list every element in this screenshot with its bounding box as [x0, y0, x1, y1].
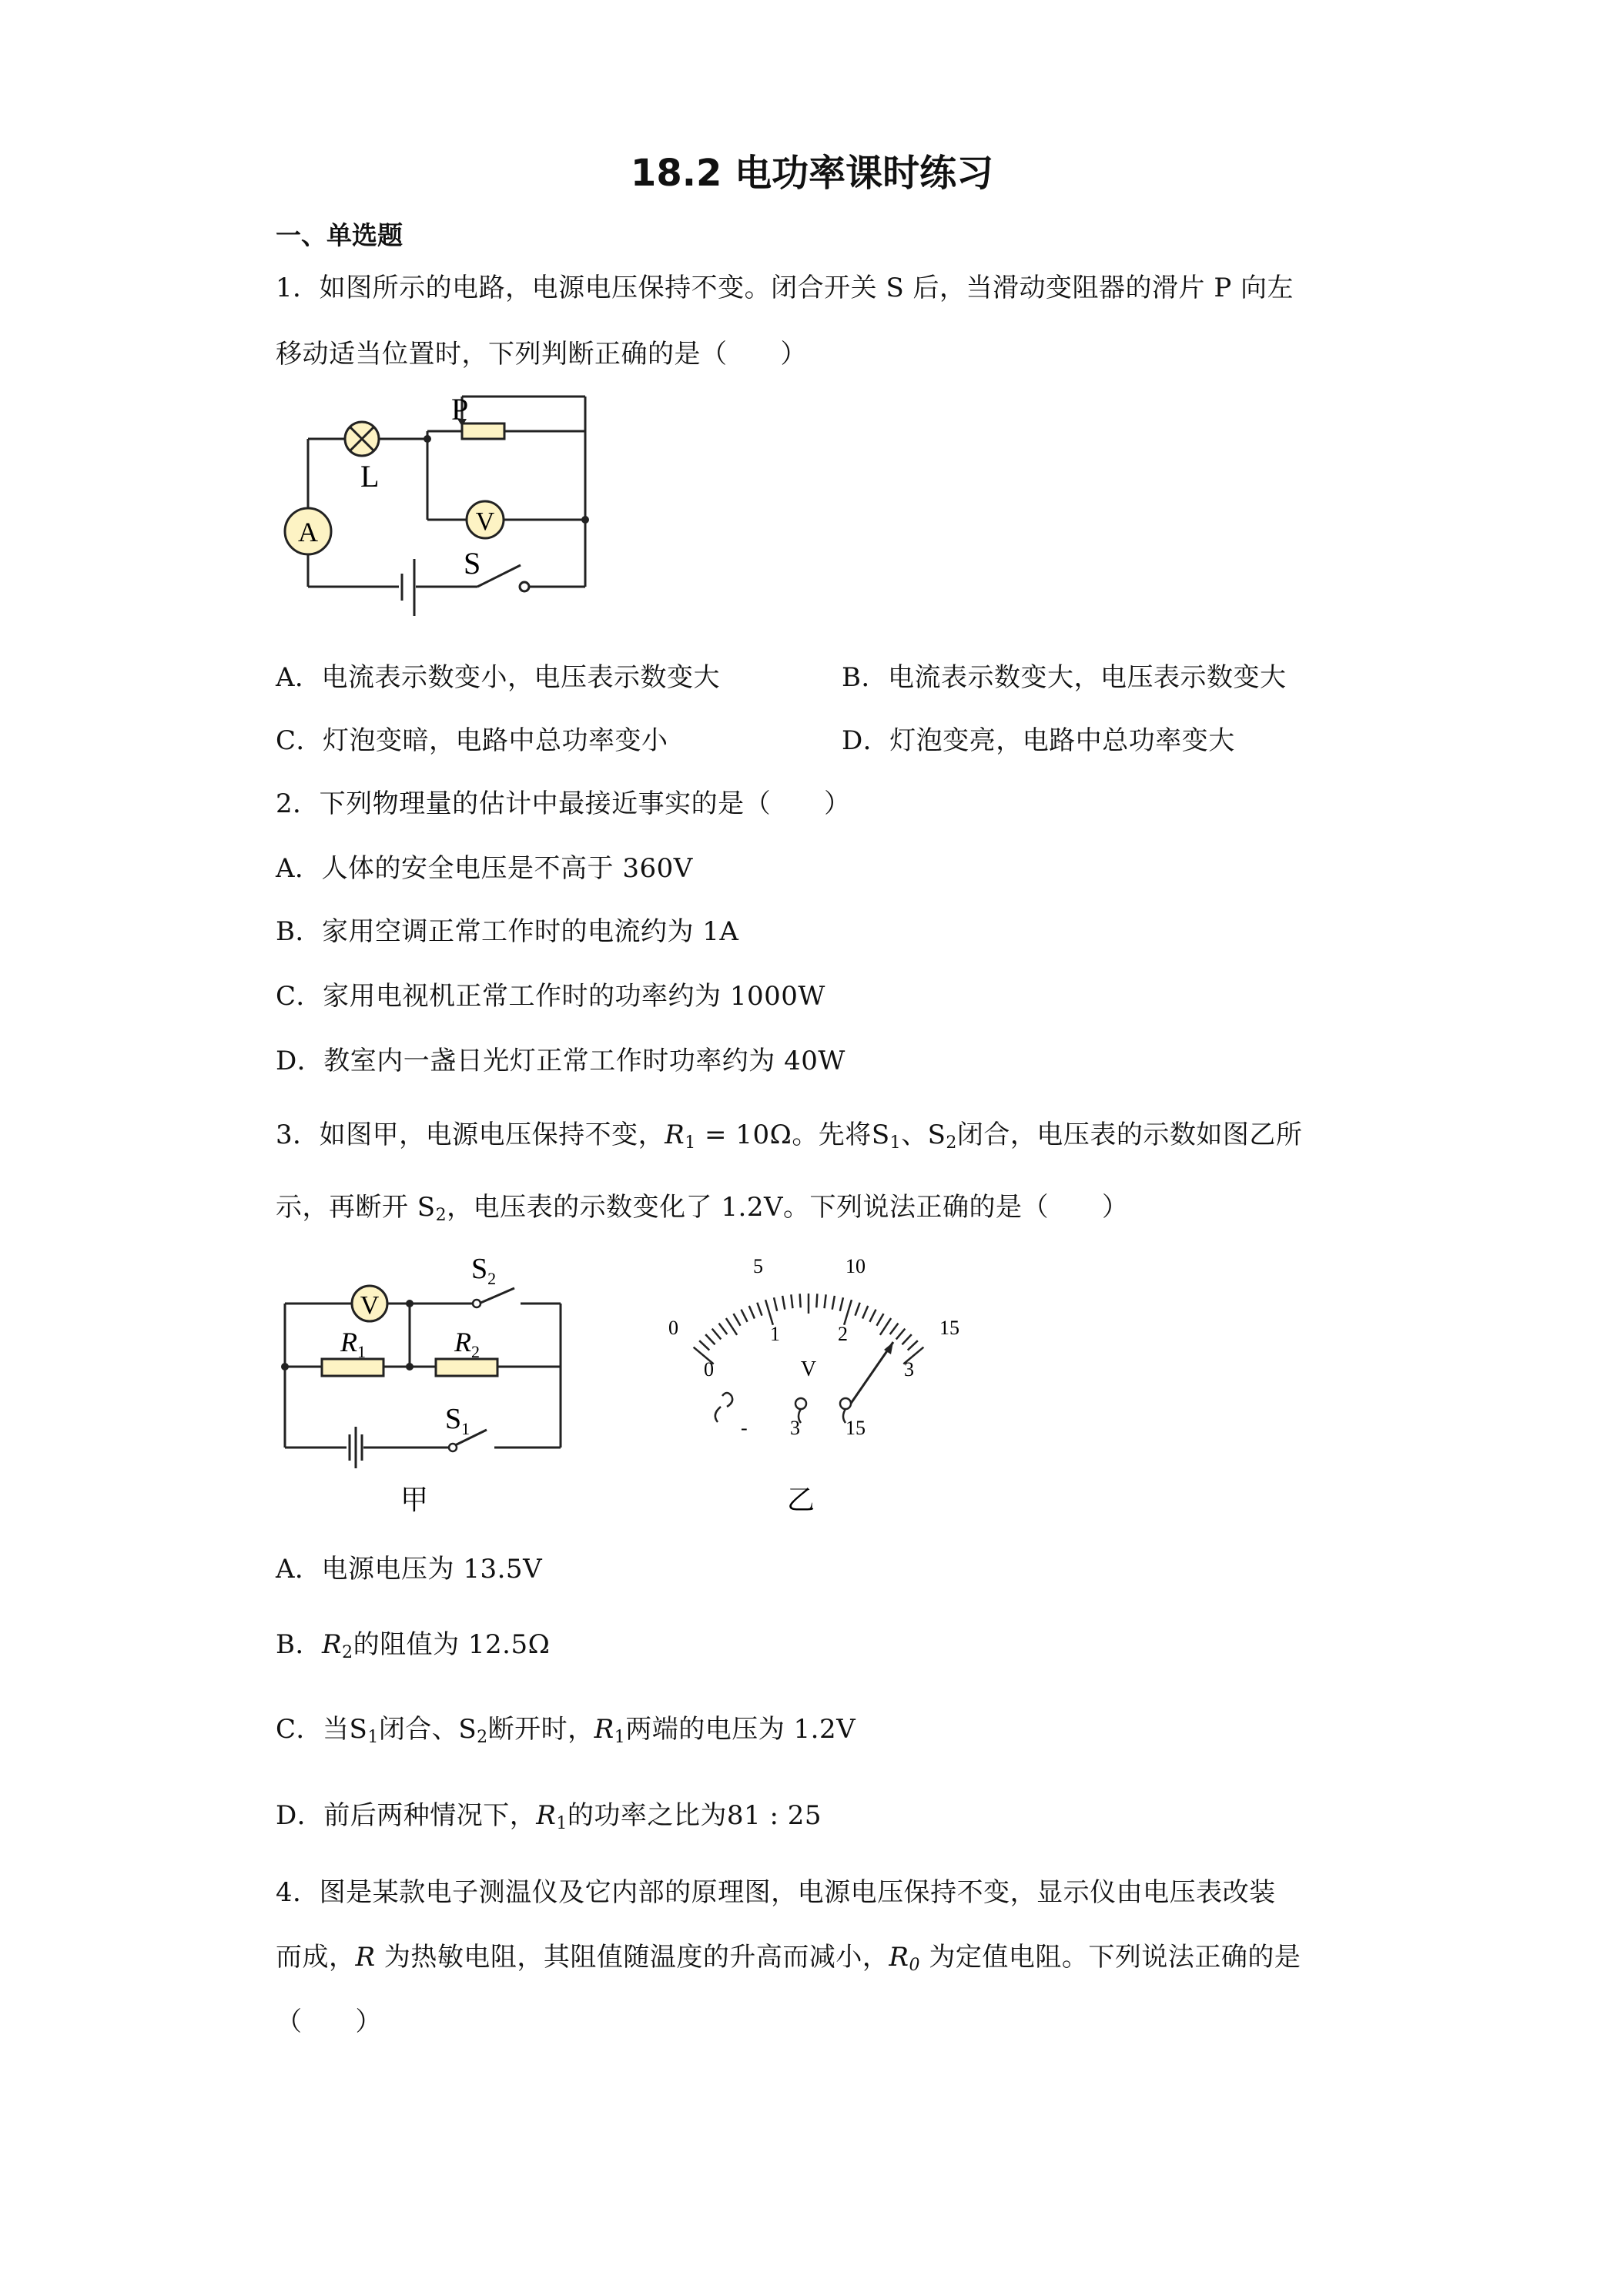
top-scale-15: 15	[939, 1317, 959, 1339]
q1-circuit-figure	[270, 385, 608, 639]
dial-tick	[880, 1318, 891, 1335]
dial-tick	[896, 1329, 906, 1340]
dial-tick	[816, 1294, 817, 1307]
q4-stem-line1: 4．图是某款电子测温仪及它内部的原理图，电源电压保持不变，显示仪由电压表改装	[276, 1877, 1276, 1908]
q1-option-a: A．电流表示数变小，电压表示数变大	[276, 662, 721, 693]
top-scale-10: 10	[845, 1255, 866, 1277]
bottom-scale-3: 3	[904, 1358, 914, 1381]
dial-tick	[862, 1306, 868, 1319]
dial-tick	[719, 1324, 728, 1334]
top-scale-0: 0	[668, 1317, 678, 1339]
voltmeter-label: V	[475, 507, 495, 536]
q3-option-b: B．$R_2$的阻值为 12.5Ω	[276, 1629, 551, 1662]
terminal-15: 15	[845, 1417, 866, 1439]
dial-tick	[825, 1294, 826, 1308]
r2-label: $R_2$	[454, 1327, 480, 1361]
page-title: 18.2 电功率课时练习	[630, 152, 994, 195]
dial-tick	[791, 1294, 792, 1308]
dial-needle	[849, 1342, 893, 1407]
dial-tick	[705, 1334, 715, 1344]
ammeter-icon	[285, 508, 331, 554]
voltmeter-icon	[467, 501, 504, 538]
s1-label: $S_1$	[445, 1403, 470, 1438]
dial-tick	[844, 1300, 852, 1325]
lamp-icon	[345, 422, 379, 456]
dial-tick	[757, 1303, 762, 1316]
terminal-minus: -	[741, 1417, 748, 1439]
bottom-scale-0: 0	[704, 1358, 714, 1381]
dial-tick	[869, 1310, 876, 1322]
dial-tick	[902, 1334, 911, 1344]
slider-label: P	[451, 392, 469, 427]
dial-tick	[840, 1297, 843, 1311]
dial-tick	[726, 1318, 737, 1335]
terminal-3: 3	[790, 1417, 800, 1439]
switch-label: S	[464, 546, 481, 581]
q1-stem-line2: 移动适当位置时，下列判断正确的是（ ）	[276, 339, 807, 370]
q1-option-b: B．电流表示数变大，电压表示数变大	[842, 662, 1287, 693]
q2-stem: 2．下列物理量的估计中最接近事实的是（ ）	[276, 788, 851, 819]
q2-option-a: A．人体的安全电压是不高于 360V	[276, 853, 693, 884]
voltmeter-icon	[352, 1286, 387, 1321]
q3-circuit-jia	[270, 1243, 578, 1521]
dial-tick	[712, 1329, 722, 1340]
q1-option-d: D．灯泡变亮，电路中总功率变大	[842, 725, 1235, 756]
q1-option-c: C．灯泡变暗，电路中总功率变小	[276, 725, 668, 756]
dial-tick	[890, 1324, 899, 1334]
q3-option-d: D．前后两种情况下，$R_1$的功率之比为81 : 25	[276, 1800, 822, 1833]
q4-stem-line2: 而成，R 为热敏电阻，其阻值随温度的升高而减小，$R_0$ 为定值电阻。下列说法正确的是	[276, 1942, 1301, 1975]
dial-tick	[877, 1314, 884, 1326]
q4-stem-line3: （ ）	[276, 2006, 382, 2037]
q2-option-d: D．教室内一盏日光灯正常工作时功率约为 40W	[276, 1046, 845, 1076]
top-scale-5: 5	[753, 1255, 763, 1277]
dial-tick	[782, 1296, 785, 1310]
dial-tick	[832, 1296, 835, 1310]
dial-tick	[908, 1340, 918, 1350]
dial-tick	[734, 1314, 741, 1326]
ammeter-label: A	[298, 517, 318, 547]
caption-yi: 乙	[786, 1484, 815, 1515]
q2-option-b: B．家用空调正常工作时的电流约为 1A	[276, 916, 739, 947]
q3-voltmeter-dial-yi	[647, 1243, 986, 1521]
dial-tick	[741, 1310, 747, 1322]
bottom-scale-2: 2	[838, 1323, 848, 1345]
q3-option-a: A．电源电压为 13.5V	[276, 1554, 543, 1585]
svg-text:V: V	[360, 1291, 380, 1320]
dial-tick	[765, 1300, 773, 1325]
dial-tick	[699, 1340, 709, 1350]
q3-option-c: C．当$S_1$闭合、$S_2$断开时，$R_1$两端的电压为 1.2V	[276, 1714, 856, 1747]
caption-jia: 甲	[400, 1484, 429, 1515]
dial-tick	[749, 1306, 755, 1319]
bottom-scale-1: 1	[770, 1323, 780, 1345]
s2-label: $S_2$	[471, 1253, 497, 1288]
lamp-label: L	[360, 459, 380, 494]
q3-stem-line1: 3．如图甲，电源电压保持不变，$R_1 = 10\Omega$。先将$S_1$、$S_2$闭合，电压表的示数如图乙所	[276, 1120, 1303, 1153]
q3-stem-line2: 示，再断开 $S_2$，电压表的示数变化了 1.2V。下列说法正确的是（ ）	[276, 1192, 1129, 1225]
dial-tick	[856, 1303, 860, 1316]
dial-tick	[774, 1297, 777, 1311]
section-heading: 一、单选题	[276, 220, 403, 250]
q1-stem-line1: 1．如图所示的电路，电源电压保持不变。闭合开关 S 后，当滑动变阻器的滑片 P 向左	[276, 273, 1294, 303]
r1-label: $R_1$	[340, 1327, 366, 1361]
q2-option-c: C．家用电视机正常工作时的功率约为 1000W	[276, 981, 825, 1012]
dial-tick	[800, 1294, 801, 1307]
unit-label: V	[800, 1357, 817, 1381]
